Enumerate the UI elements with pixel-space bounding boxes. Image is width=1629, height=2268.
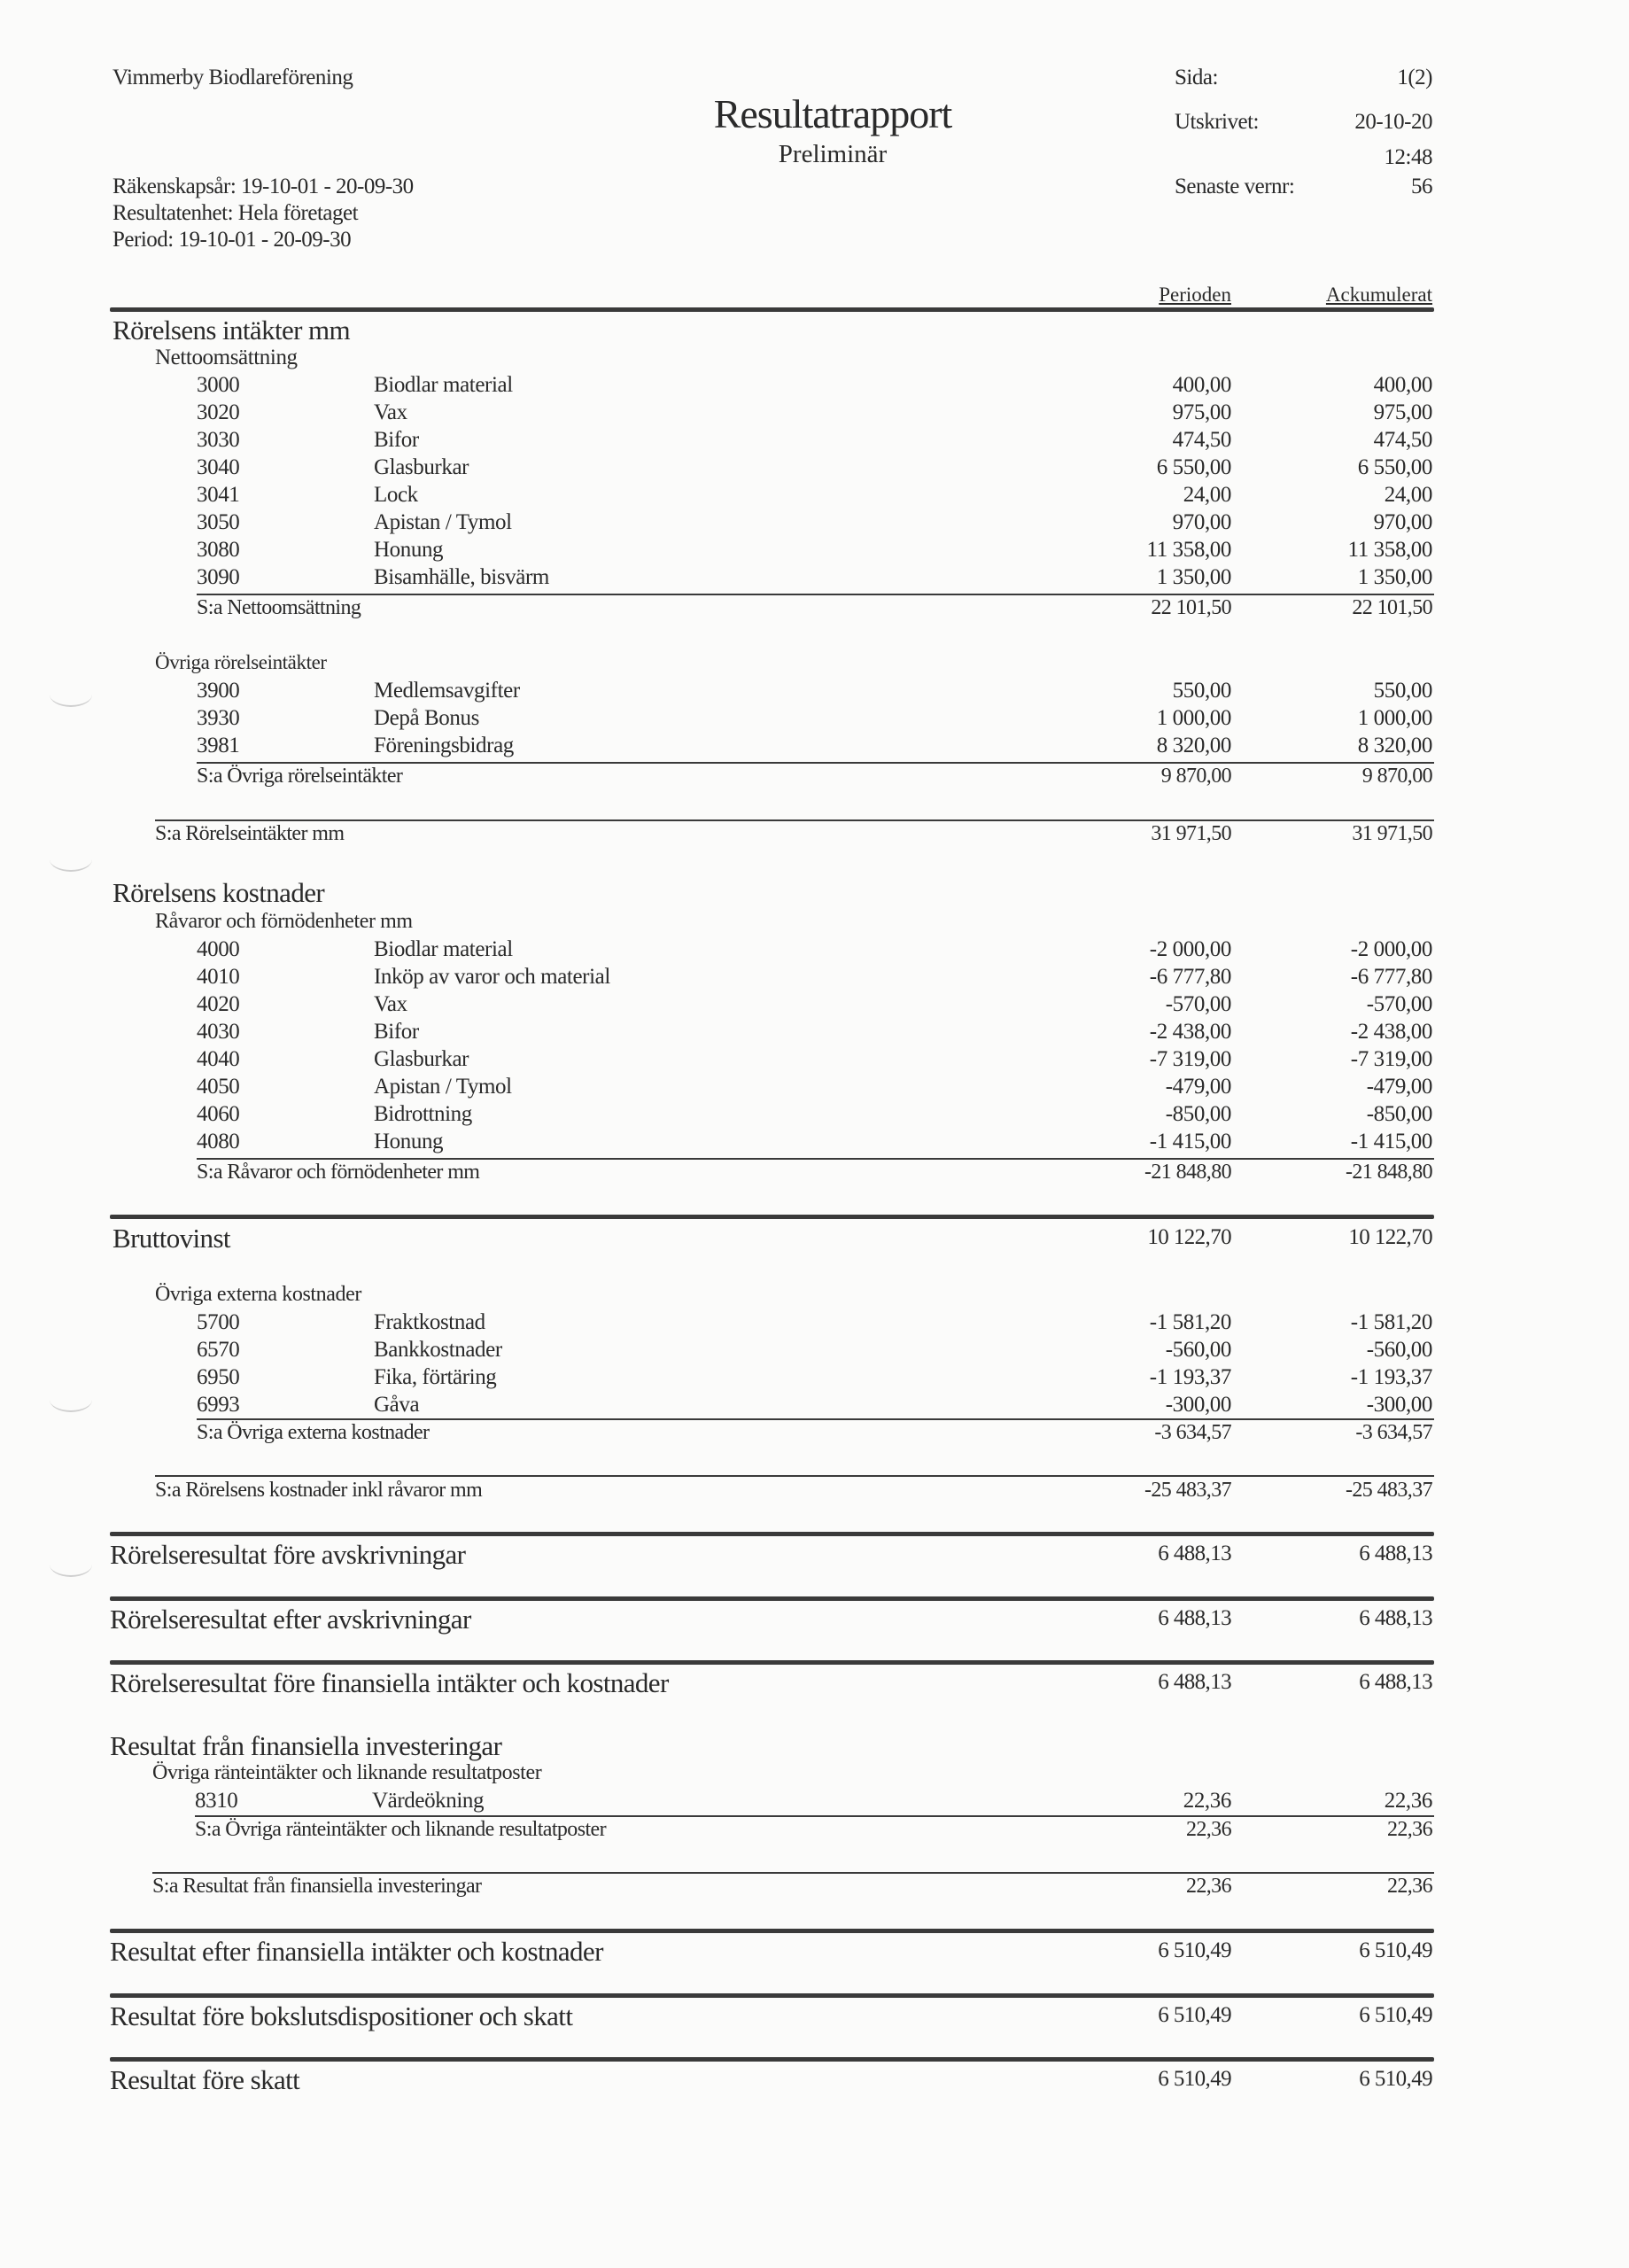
table-row: 3020 Vax 975,00 975,00 xyxy=(197,400,1432,424)
divider xyxy=(197,762,1434,764)
divider xyxy=(152,1872,1434,1874)
period: Period: 19-10-01 - 20-09-30 xyxy=(112,228,352,252)
divider xyxy=(197,1418,1434,1420)
total-row: S:a Resultat från finansiella investeringar 22,36 22,36 xyxy=(152,1875,1432,1898)
divider-thick xyxy=(110,1660,1434,1665)
page-label: Sida: xyxy=(1175,66,1218,89)
header-divider xyxy=(110,307,1434,312)
group-title: Övriga ränteintäkter och liknande resultatposter xyxy=(152,1761,542,1784)
divider-thick xyxy=(110,1929,1434,1933)
section-title: Rörelsens kostnader xyxy=(112,877,325,908)
divider xyxy=(155,1475,1434,1477)
table-row: 4060 Bidrottning -850,00 -850,00 xyxy=(197,1102,1432,1126)
section-title: Rörelsens intäkter mm xyxy=(112,315,351,346)
table-row: 5700 Fraktkostnad -1 581,20 -1 581,20 xyxy=(197,1310,1432,1334)
total-row: Rörelseresultat före avskrivningar 6 488,13 6 488,13 xyxy=(110,1539,1432,1570)
table-row: 3900 Medlemsavgifter 550,00 550,00 xyxy=(197,679,1432,703)
report-subtitle: Preliminär xyxy=(778,140,888,168)
printed-date: 20-10-20 xyxy=(1354,110,1432,134)
page-value: 1(2) xyxy=(1397,66,1432,89)
table-row: 4080 Honung -1 415,00 -1 415,00 xyxy=(197,1130,1432,1153)
group-title: Övriga rörelseintäkter xyxy=(155,651,327,673)
organization-name: Vimmerby Biodlareförening xyxy=(112,66,353,89)
table-row: 3000 Biodlar material 400,00 400,00 xyxy=(197,373,1432,397)
table-row: 3041 Lock 24,00 24,00 xyxy=(197,483,1432,507)
table-row: 4010 Inköp av varor och material -6 777,80 -6 777,80 xyxy=(197,965,1432,989)
table-row: 4040 Glasburkar -7 319,00 -7 319,00 xyxy=(197,1047,1432,1071)
report-title: Resultatrapport xyxy=(713,91,952,136)
group-title: Nettoomsättning xyxy=(155,346,298,369)
table-row: 3930 Depå Bonus 1 000,00 1 000,00 xyxy=(197,706,1432,730)
table-row: 4050 Apistan / Tymol -479,00 -479,00 xyxy=(197,1075,1432,1099)
divider-thick xyxy=(110,1993,1434,1998)
table-row: 6950 Fika, förtäring -1 193,37 -1 193,37 xyxy=(197,1365,1432,1389)
total-row: S:a Rörelseintäkter mm 31 971,50 31 971,50 xyxy=(155,822,1432,845)
divider xyxy=(197,1158,1434,1160)
divider xyxy=(195,1815,1434,1817)
table-row: 3981 Föreningsbidrag 8 320,00 8 320,00 xyxy=(197,734,1432,757)
divider xyxy=(155,819,1434,821)
table-row: 3040 Glasburkar 6 550,00 6 550,00 xyxy=(197,455,1432,479)
subtotal-row: S:a Övriga ränteintäkter och liknande resultatposter 22,36 22,36 xyxy=(195,1818,1432,1841)
total-row: Rörelseresultat före finansiella intäkter och kostnader 6 488,13 6 488,13 xyxy=(110,1667,1432,1698)
punch-hole xyxy=(50,847,92,872)
column-header-period: Perioden xyxy=(1159,284,1231,306)
table-row: 4000 Biodlar material -2 000,00 -2 000,00 xyxy=(197,937,1432,961)
last-ver-value: 56 xyxy=(1411,175,1432,198)
subtotal-row: S:a Råvaror och förnödenheter mm -21 848,80 -21 848,80 xyxy=(197,1161,1432,1184)
total-row: Resultat före bokslutsdispositioner och skatt 6 510,49 6 510,49 xyxy=(110,2000,1432,2031)
group-title: Råvaror och förnödenheter mm xyxy=(155,910,413,933)
last-ver-label: Senaste vernr: xyxy=(1175,175,1295,198)
table-row: 4030 Bifor -2 438,00 -2 438,00 xyxy=(197,1020,1432,1044)
divider-thick xyxy=(110,1596,1434,1601)
total-row: Bruttovinst 10 122,70 10 122,70 xyxy=(112,1223,1432,1254)
column-header-accumulated: Ackumulerat xyxy=(1325,284,1432,306)
section-title: Resultat från finansiella investeringar xyxy=(110,1730,502,1761)
divider xyxy=(197,594,1434,595)
total-row: Resultat före skatt 6 510,49 6 510,49 xyxy=(110,2064,1432,2095)
printed-label: Utskrivet: xyxy=(1175,110,1259,134)
table-row: 8310 Värdeökning 22,36 22,36 xyxy=(195,1789,1432,1813)
total-row: Rörelseresultat efter avskrivningar 6 488,13 6 488,13 xyxy=(110,1604,1432,1635)
total-row: Resultat efter finansiella intäkter och kostnader 6 510,49 6 510,49 xyxy=(110,1936,1432,1967)
divider-thick xyxy=(110,2057,1434,2062)
result-unit: Resultatenhet: Hela företaget xyxy=(112,201,359,225)
table-row: 3080 Honung 11 358,00 11 358,00 xyxy=(197,538,1432,562)
total-row: S:a Rörelsens kostnader inkl råvaror mm -25 483,37 -25 483,37 xyxy=(155,1479,1432,1502)
table-row: 3030 Bifor 474,50 474,50 xyxy=(197,428,1432,452)
divider-thick xyxy=(110,1215,1434,1219)
divider-thick xyxy=(110,1532,1434,1536)
table-row: 3090 Bisamhälle, bisvärm 1 350,00 1 350,00 xyxy=(197,565,1432,589)
table-row: 6570 Bankkostnader -560,00 -560,00 xyxy=(197,1338,1432,1362)
subtotal-row: S:a Övriga rörelseintäkter 9 870,00 9 870,00 xyxy=(197,765,1432,788)
table-row: 4020 Vax -570,00 -570,00 xyxy=(197,992,1432,1016)
fiscal-year: Räkenskapsår: 19-10-01 - 20-09-30 xyxy=(112,175,414,198)
table-row: 3050 Apistan / Tymol 970,00 970,00 xyxy=(197,510,1432,534)
subtotal-row: S:a Nettoomsättning 22 101,50 22 101,50 xyxy=(197,596,1432,619)
printed-time: 12:48 xyxy=(1384,145,1432,169)
table-row: 6993 Gåva -300,00 -300,00 xyxy=(197,1393,1432,1417)
subtotal-row: S:a Övriga externa kostnader -3 634,57 -3 634,57 xyxy=(197,1421,1432,1444)
group-title: Övriga externa kostnader xyxy=(155,1283,361,1306)
